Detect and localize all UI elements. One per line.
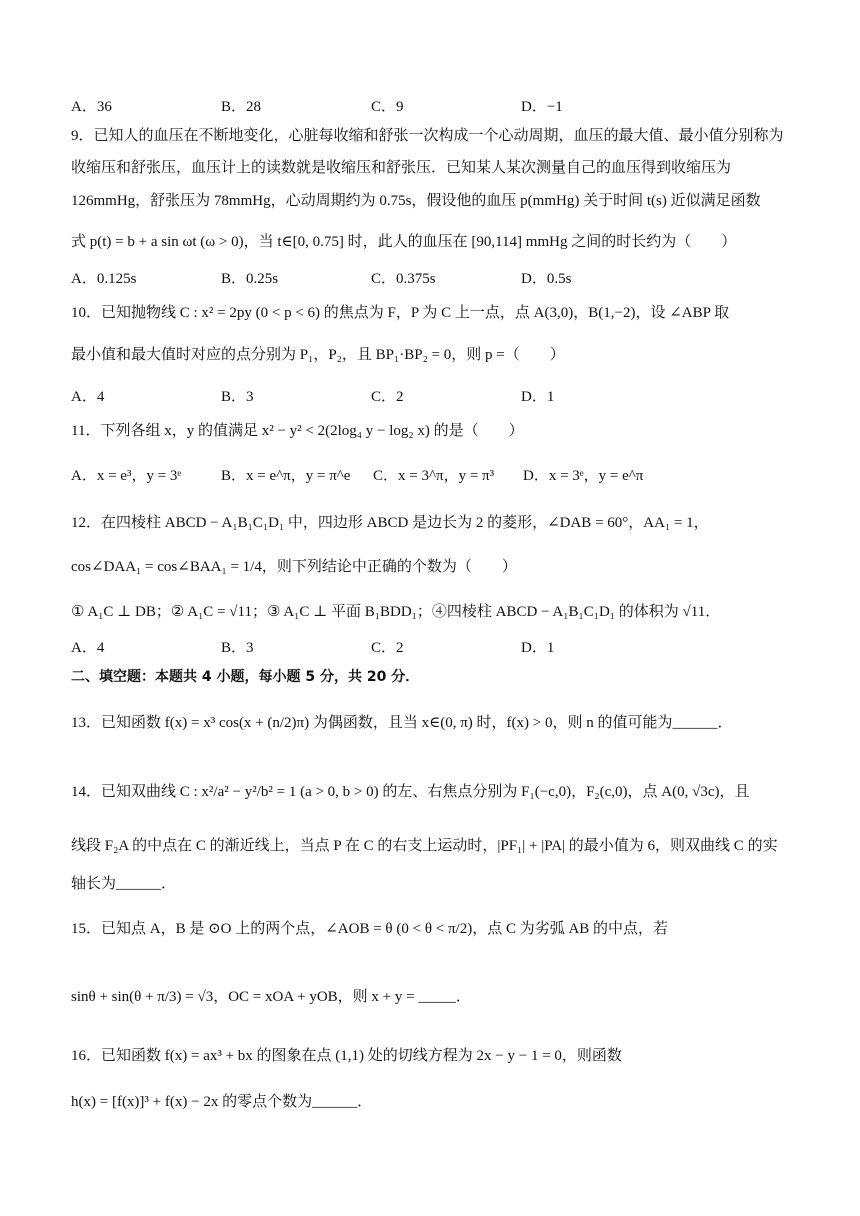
q10-option-a: A．4 <box>71 389 105 405</box>
q12-option-c: C．2 <box>371 640 404 656</box>
q11-option-b: B．x = e^π，y = π^e <box>221 468 351 484</box>
section-heading: 二、填空题：本题共 4 小题，每小题 5 分，共 20 分． <box>71 669 420 685</box>
q12-option-d: D．1 <box>521 640 555 656</box>
q11-option-c: C．x = 3^π，y = π³ <box>373 468 495 484</box>
q12-option-b: B．3 <box>221 640 254 656</box>
q12-line-2: cos∠DAA₁ = cos∠BAA₁ = 1/4，则下列结论中正确的个数为（ ） <box>71 559 517 575</box>
q11-option-d: D．x = 3ᵉ，y = e^π <box>523 468 644 484</box>
q10-line-2: 最小值和最大值时对应的点分别为 P₁，P₂，且 BP₁·BP₂ = 0，则 p =（ ） <box>71 347 565 363</box>
q14-line-2: 线段 F₂A 的中点在 C 的渐近线上，当点 P 在 C 的右支上运动时，|PF₁| + |PA| 的最小值为 6，则双曲线 C 的实 <box>71 838 778 854</box>
q8-option-c: C．9 <box>371 99 404 115</box>
q12-option-a: A．4 <box>71 640 105 656</box>
q15-line-2: sinθ + sin(θ + π/3) = √3，OC = xOA + yOB，则 x + y = _____． <box>71 989 471 1005</box>
q9-option-b: B．0.25s <box>221 271 279 287</box>
q8-option-b: B．28 <box>221 99 262 115</box>
q8-option-a: A．36 <box>71 99 112 115</box>
q10-options <box>71 386 791 408</box>
q9-option-c: C．0.375s <box>371 271 436 287</box>
q9-line-1: 9．已知人的血压在不断地变化，心脏每收缩和舒张一次构成一个心动周期，血压的最大值、最小值分别称为 <box>71 128 784 144</box>
q9-options <box>71 268 791 290</box>
q8-option-d: D．−1 <box>521 99 563 115</box>
q11-line-1: 11．下列各组 x，y 的值满足 x² − y² < 2(2log₄ y − log₂ x) 的是（ ） <box>71 423 524 439</box>
q10-option-d: D．1 <box>521 389 555 405</box>
q10-line-1: 10．已知抛物线 C : x² = 2py (0 < p < 6) 的焦点为 F，P 为 C 上一点，点 A(3,0)，B(1,−2)，设 ∠ABP 取 <box>71 305 730 321</box>
q12-line-1: 12．在四棱柱 ABCD − A₁B₁C₁D₁ 中，四边形 ABCD 是边长为 2 的菱形，∠DAB = 60°，AA₁ = 1， <box>71 515 709 531</box>
q9-option-a: A．0.125s <box>71 271 137 287</box>
q11-options <box>71 465 791 487</box>
q16-line-1: 16．已知函数 f(x) = ax³ + bx 的图象在点 (1,1) 处的切线方程为 2x − y − 1 = 0，则函数 <box>71 1048 622 1064</box>
q15-line-1: 15．已知点 A，B 是 ⊙O 上的两个点，∠AOB = θ (0 < θ < π/2)，点 C 为劣弧 AB 的中点，若 <box>71 921 669 937</box>
q16-line-2: h(x) = [f(x)]³ + f(x) − 2x 的零点个数为______． <box>71 1094 373 1110</box>
q11-option-a: A．x = e³，y = 3ᵉ <box>71 468 182 484</box>
q9-line-4: 式 p(t) = b + a sin ωt (ω > 0)，当 t∈[0, 0.75] 时，此人的血压在 [90,114] mmHg 之间的时长约为（ ） <box>71 234 737 250</box>
q13-line-1: 13．已知函数 f(x) = x³ cos(x + (n/2)π) 为偶函数，且当 x∈(0, π) 时，f(x) > 0，则 n 的值可能为______． <box>71 715 733 731</box>
q9-line-3: 126mmHg，舒张压为 78mmHg，心动周期约为 0.75s，假设他的血压 p(mmHg) 关于时间 t(s) 近似满足函数 <box>71 193 761 209</box>
q9-option-d: D．0.5s <box>521 271 572 287</box>
q12-options <box>71 637 791 659</box>
q12-line-3: ① A₁C ⊥ DB；② A₁C = √11；③ A₁C ⊥ 平面 B₁BDD₁；④四棱柱 ABCD − A₁B₁C₁D₁ 的体积为 √11． <box>71 604 721 620</box>
q14-line-3: 轴长为______． <box>71 876 177 892</box>
q10-option-b: B．3 <box>221 389 254 405</box>
q9-line-2: 收缩压和舒张压，血压计上的读数就是收缩压和舒张压．已知某人某次测量自己的血压得到收缩压为 <box>71 160 732 176</box>
q8-options <box>71 96 791 118</box>
q10-option-c: C．2 <box>371 389 404 405</box>
q14-line-1: 14．已知双曲线 C : x²/a² − y²/b² = 1 (a > 0, b > 0) 的左、右焦点分别为 F₁(−c,0)，F₂(c,0)，点 A(0, √3c)，且 <box>71 784 750 800</box>
